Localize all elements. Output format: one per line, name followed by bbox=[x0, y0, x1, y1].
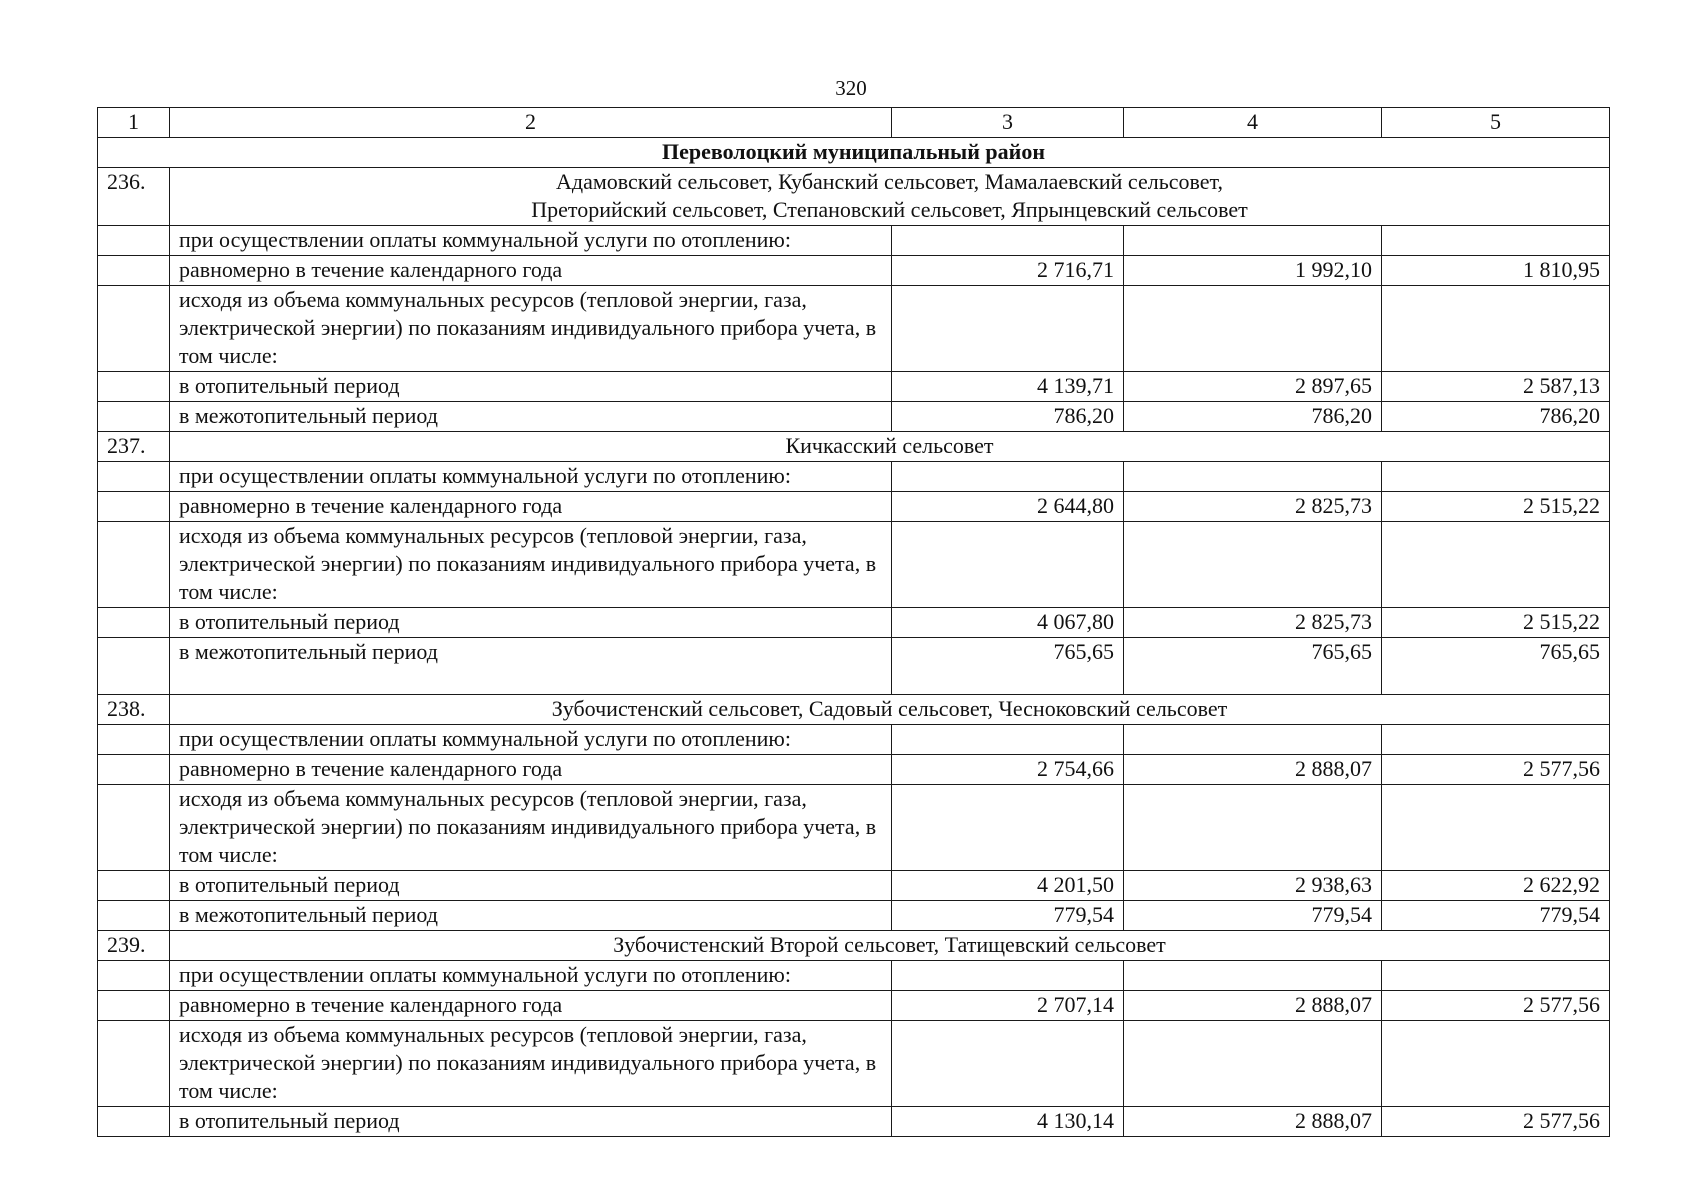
table-row bbox=[98, 608, 1610, 638]
column-header: 1 bbox=[98, 108, 170, 138]
empty-cell bbox=[892, 462, 1124, 492]
value-cell: 2 754,66 bbox=[892, 755, 1124, 785]
table-row bbox=[98, 871, 1610, 901]
value-cell: 2 825,73 bbox=[1124, 492, 1382, 522]
row-label: при осуществлении оплаты коммунальной услуги по отоплению: bbox=[170, 961, 892, 991]
value-cell: 779,54 bbox=[1124, 901, 1382, 931]
empty-cell bbox=[98, 372, 170, 402]
row-label: в отопительный период bbox=[170, 608, 892, 638]
value-cell: 2 888,07 bbox=[1124, 755, 1382, 785]
table-row bbox=[98, 991, 1610, 1021]
empty-cell bbox=[892, 286, 1124, 372]
row-label: при осуществлении оплаты коммунальной услуги по отоплению: bbox=[170, 462, 892, 492]
column-header: 2 bbox=[170, 108, 892, 138]
row-label: исходя из объема коммунальных ресурсов (тепловой энергии, газа, электрической энергии) по показаниям индивидуального прибора учета, в том числе: bbox=[170, 522, 892, 608]
empty-cell bbox=[98, 755, 170, 785]
empty-cell bbox=[1382, 1021, 1610, 1107]
row-label: в отопительный период bbox=[170, 372, 892, 402]
section-header-row bbox=[98, 695, 1610, 725]
row-label: равномерно в течение календарного года bbox=[170, 492, 892, 522]
table-row bbox=[98, 1021, 1610, 1107]
empty-cell bbox=[98, 402, 170, 432]
value-cell: 765,65 bbox=[1382, 638, 1610, 695]
empty-cell bbox=[1382, 462, 1610, 492]
section-title-line: Преторийский сельсовет, Степановский сельсовет, Япрынцевский сельсовет bbox=[531, 197, 1248, 222]
row-label: исходя из объема коммунальных ресурсов (тепловой энергии, газа, электрической энергии) по показаниям индивидуального прибора учета, в том числе: bbox=[170, 785, 892, 871]
empty-cell bbox=[892, 725, 1124, 755]
row-label: в межотопительный период bbox=[170, 901, 892, 931]
empty-cell bbox=[98, 226, 170, 256]
section-header-row bbox=[98, 168, 1610, 226]
table-row bbox=[98, 725, 1610, 755]
empty-cell bbox=[1124, 522, 1382, 608]
empty-cell bbox=[1382, 725, 1610, 755]
empty-cell bbox=[98, 901, 170, 931]
row-label: равномерно в течение календарного года bbox=[170, 256, 892, 286]
tariff-table bbox=[97, 107, 1610, 1137]
value-cell: 2 716,71 bbox=[892, 256, 1124, 286]
value-cell: 1 810,95 bbox=[1382, 256, 1610, 286]
value-cell: 4 201,50 bbox=[892, 871, 1124, 901]
table-row bbox=[98, 1107, 1610, 1137]
empty-cell bbox=[98, 1021, 170, 1107]
value-cell: 2 888,07 bbox=[1124, 991, 1382, 1021]
table-row bbox=[98, 462, 1610, 492]
empty-cell bbox=[1382, 286, 1610, 372]
empty-cell bbox=[98, 492, 170, 522]
row-label: исходя из объема коммунальных ресурсов (тепловой энергии, газа, электрической энергии) по показаниям индивидуального прибора учета, в том числе: bbox=[170, 1021, 892, 1107]
value-cell: 786,20 bbox=[892, 402, 1124, 432]
table-row bbox=[98, 755, 1610, 785]
table-row bbox=[98, 901, 1610, 931]
value-cell: 2 825,73 bbox=[1124, 608, 1382, 638]
value-cell: 779,54 bbox=[892, 901, 1124, 931]
value-cell: 2 622,92 bbox=[1382, 871, 1610, 901]
section-index: 236. bbox=[98, 168, 170, 226]
table-row bbox=[98, 638, 1610, 695]
value-cell: 765,65 bbox=[1124, 638, 1382, 695]
value-cell: 786,20 bbox=[1382, 402, 1610, 432]
row-label: в отопительный период bbox=[170, 871, 892, 901]
empty-cell bbox=[892, 226, 1124, 256]
row-label: равномерно в течение календарного года bbox=[170, 755, 892, 785]
page-number: 320 bbox=[835, 76, 867, 100]
empty-cell bbox=[98, 522, 170, 608]
row-label: исходя из объема коммунальных ресурсов (тепловой энергии, газа, электрической энергии) по показаниям индивидуального прибора учета, в том числе: bbox=[170, 286, 892, 372]
section-header-row bbox=[98, 432, 1610, 462]
table-row bbox=[98, 372, 1610, 402]
empty-cell bbox=[1124, 286, 1382, 372]
column-header: 5 bbox=[1382, 108, 1610, 138]
column-header-row bbox=[98, 108, 1610, 138]
table-row bbox=[98, 402, 1610, 432]
value-cell: 786,20 bbox=[1124, 402, 1382, 432]
district-row bbox=[98, 138, 1610, 168]
empty-cell bbox=[892, 1021, 1124, 1107]
table-row bbox=[98, 226, 1610, 256]
district-title: Переволоцкий муниципальный район bbox=[98, 138, 1610, 168]
value-cell: 2 644,80 bbox=[892, 492, 1124, 522]
value-cell: 2 577,56 bbox=[1382, 755, 1610, 785]
section-title: Кичкасский сельсовет bbox=[170, 432, 1610, 462]
value-cell: 765,65 bbox=[892, 638, 1124, 695]
section-title-line: Адамовский сельсовет, Кубанский сельсовет, Мамалаевский сельсовет, bbox=[556, 169, 1223, 194]
empty-cell bbox=[98, 256, 170, 286]
section-index: 237. bbox=[98, 432, 170, 462]
section-title: Зубочистенский сельсовет, Садовый сельсовет, Чесноковский сельсовет bbox=[170, 695, 1610, 725]
value-cell: 1 992,10 bbox=[1124, 256, 1382, 286]
empty-cell bbox=[1124, 462, 1382, 492]
value-cell: 2 515,22 bbox=[1382, 608, 1610, 638]
value-cell: 2 587,13 bbox=[1382, 372, 1610, 402]
empty-cell bbox=[1124, 785, 1382, 871]
value-cell: 2 707,14 bbox=[892, 991, 1124, 1021]
empty-cell bbox=[1124, 725, 1382, 755]
column-header: 3 bbox=[892, 108, 1124, 138]
value-cell: 779,54 bbox=[1382, 901, 1610, 931]
section-index: 238. bbox=[98, 695, 170, 725]
empty-cell bbox=[98, 991, 170, 1021]
empty-cell bbox=[98, 785, 170, 871]
section-header-row bbox=[98, 931, 1610, 961]
empty-cell bbox=[98, 608, 170, 638]
value-cell: 2 938,63 bbox=[1124, 871, 1382, 901]
row-label: при осуществлении оплаты коммунальной услуги по отоплению: bbox=[170, 725, 892, 755]
row-label: в межотопительный период bbox=[170, 402, 892, 432]
value-cell: 4 067,80 bbox=[892, 608, 1124, 638]
empty-cell bbox=[892, 961, 1124, 991]
table-row bbox=[98, 961, 1610, 991]
empty-cell bbox=[1124, 226, 1382, 256]
table-row bbox=[98, 256, 1610, 286]
row-label: в межотопительный период bbox=[170, 638, 892, 695]
empty-cell bbox=[892, 785, 1124, 871]
table-row bbox=[98, 522, 1610, 608]
section-index: 239. bbox=[98, 931, 170, 961]
empty-cell bbox=[98, 1107, 170, 1137]
value-cell: 4 139,71 bbox=[892, 372, 1124, 402]
table-row bbox=[98, 492, 1610, 522]
column-header: 4 bbox=[1124, 108, 1382, 138]
empty-cell bbox=[1382, 522, 1610, 608]
empty-cell bbox=[98, 286, 170, 372]
empty-cell bbox=[892, 522, 1124, 608]
empty-cell bbox=[98, 961, 170, 991]
value-cell: 2 897,65 bbox=[1124, 372, 1382, 402]
empty-cell bbox=[98, 871, 170, 901]
empty-cell bbox=[1382, 226, 1610, 256]
empty-cell bbox=[1382, 961, 1610, 991]
empty-cell bbox=[98, 725, 170, 755]
empty-cell bbox=[98, 638, 170, 695]
empty-cell bbox=[1124, 1021, 1382, 1107]
empty-cell bbox=[1124, 961, 1382, 991]
value-cell: 2 888,07 bbox=[1124, 1107, 1382, 1137]
section-title bbox=[170, 168, 1610, 226]
table-row bbox=[98, 785, 1610, 871]
value-cell: 2 577,56 bbox=[1382, 991, 1610, 1021]
value-cell: 2 577,56 bbox=[1382, 1107, 1610, 1137]
value-cell: 2 515,22 bbox=[1382, 492, 1610, 522]
empty-cell bbox=[1382, 785, 1610, 871]
table-row bbox=[98, 286, 1610, 372]
row-label: равномерно в течение календарного года bbox=[170, 991, 892, 1021]
row-label: в отопительный период bbox=[170, 1107, 892, 1137]
row-label: при осуществлении оплаты коммунальной услуги по отоплению: bbox=[170, 226, 892, 256]
section-title: Зубочистенский Второй сельсовет, Татищевский сельсовет bbox=[170, 931, 1610, 961]
empty-cell bbox=[98, 462, 170, 492]
value-cell: 4 130,14 bbox=[892, 1107, 1124, 1137]
